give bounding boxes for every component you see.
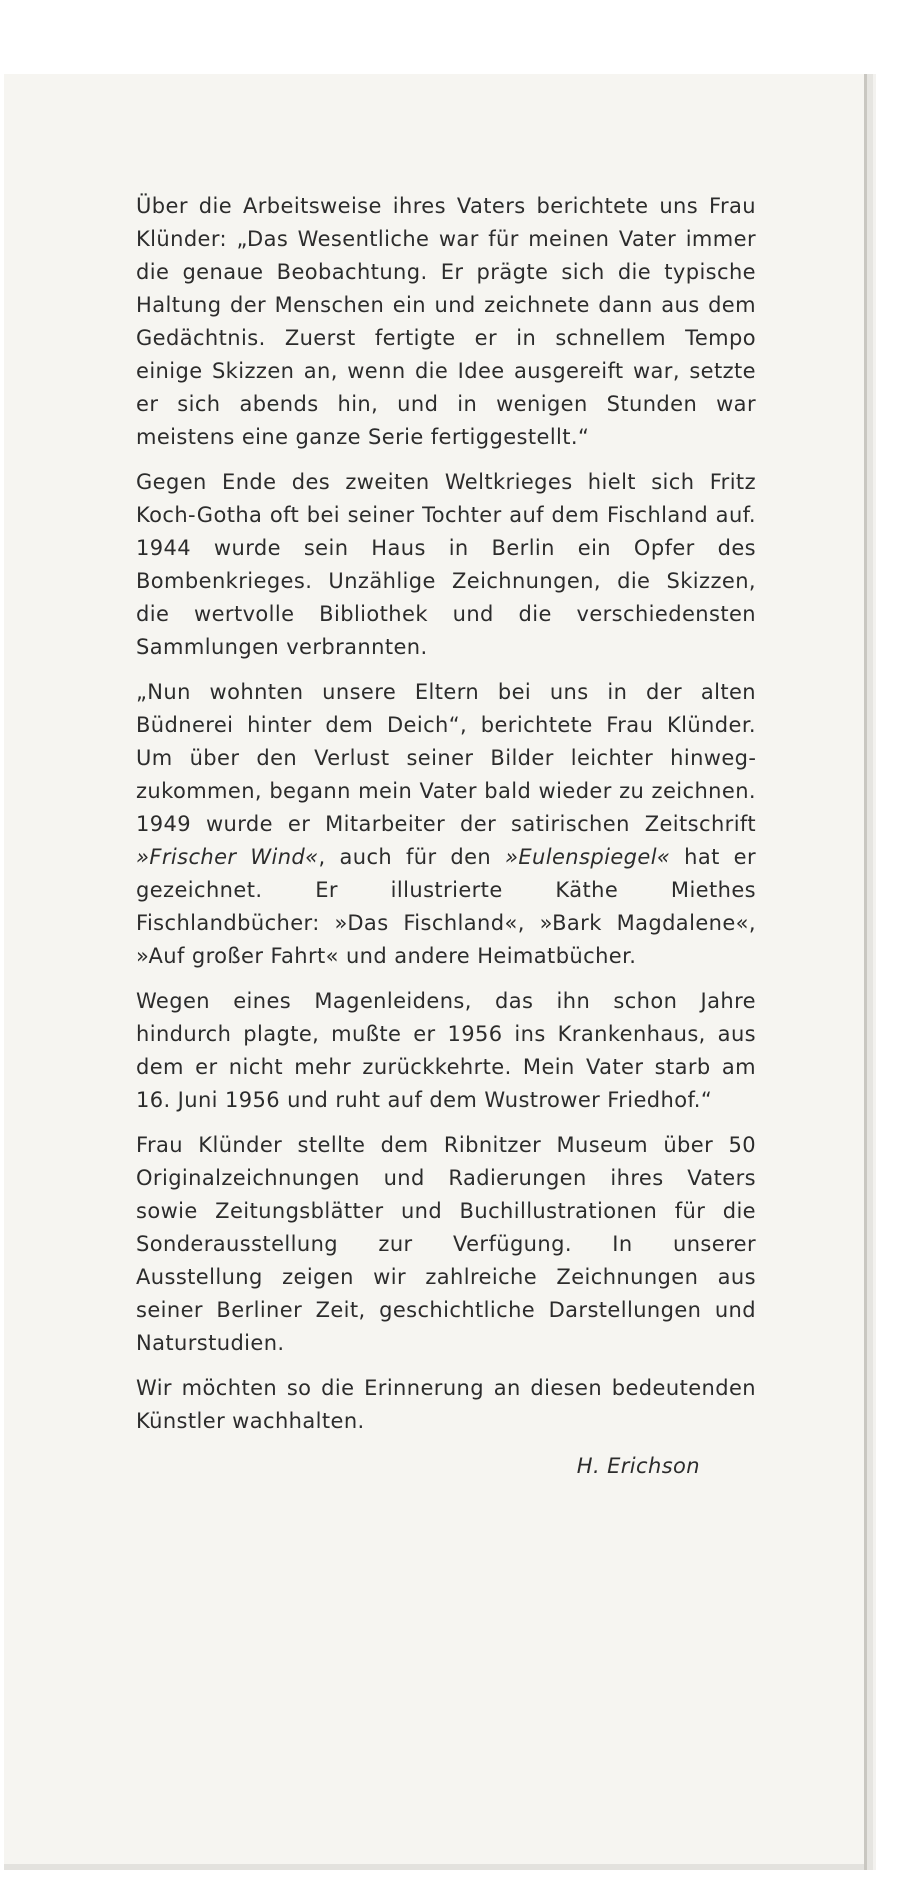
publication-eulenspiegel: »Eulenspiegel« [505,845,671,869]
paragraph-exhibition: Frau Klünder stellte dem Ribnitzer Museum über 50 Originalzeichnungen und Radierungen ihres Vaters sowie Zeitungsblätter und Buchillustrationen für die Sonderausstellung zur Verfügung. In unserer Ausstellung zeigen wir zahlreiche Zeichnungen aus seiner Berliner Zeit, geschichtliche Darstellungen und Naturstudien. [136,1133,756,1355]
paragraph-after-war-text-3: hat er gezeichnet. Er illustrierte Käthe Miethes Fischlandbücher: »Das Fischland«, »Bark Magdalene«, »Auf großer Fahrt« und andere Heimatbücher. [136,845,756,968]
paragraph-closing: Wir möchten so die Erinnerung an diesen bedeutenden Künstler wachhalten. [136,1376,756,1433]
author-signature: H. Erichson [576,1454,700,1478]
publication-frischer-wind: »Frischer Wind« [136,845,319,869]
sheet-bottom-edge [4,1864,864,1870]
paragraph-death: Wegen eines Magenleidens, das ihn schon Jahre hindurch plagte, mußte er 1956 ins Krankenhaus, aus dem er nicht mehr zurückkehrte. Mein Vater starb am 16. Juni 1956 und ruht auf dem Wustrower Friedhof.“ [136,989,756,1112]
paragraph-after-war-text-2: , auch für den [318,845,506,869]
paragraph-war-end: Gegen Ende des zweiten Weltkrieges hielt sich Fritz Koch-Gotha oft bei seiner Tochter auf dem Fischland auf. 1944 wurde sein Haus in Berlin ein Opfer des Bombenkrieges. Unzählige Zeichnungen, die Skizzen, die wertvolle Bibliothek und die verschiedensten Sammlungen verbrannten. [136,470,756,659]
document-body [136,190,756,1483]
paragraph-after-war-text-1: „Nun wohnten unsere Eltern bei uns in der alten Büdnerei hinter dem Deich“, berichtete Frau Klünder. Um über den Verlust seiner Bilder leichter hinwegzukommen, begann mein Vater bald wieder zu zeichnen. 1949 wurde er Mitarbeiter der satirischen Zeitschrift [136,680,756,836]
paragraph-working-method: Über die Arbeitsweise ihres Vaters berichtete uns Frau Klünder: „Das Wesentliche war für meinen Vater immer die genaue Beobachtung. Er prägte sich die typische Haltung der Menschen ein und zeichnete dann aus dem Gedächtnis. Zuerst fertigte er in schnellem Tempo einige Skizzen an, wenn die Idee ausgereift war, setzte er sich abends hin, und in wenigen Stunden war meistens eine ganze Serie fertiggestellt.“ [136,194,756,449]
paragraph-after-war [136,676,756,973]
